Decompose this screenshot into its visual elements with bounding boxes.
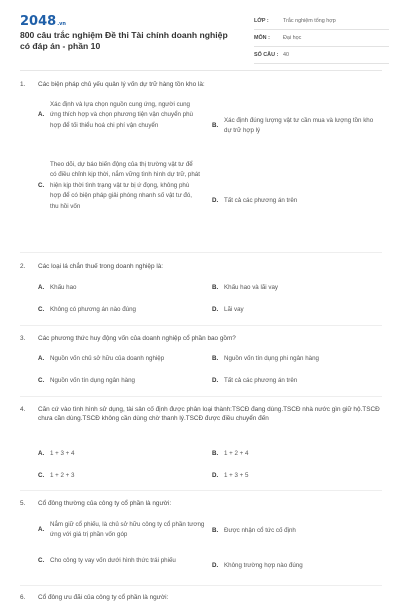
option-text: Nguồn vốn tín dụng ngân hàng [50,377,135,384]
option-text: Khấu hao [50,284,77,291]
option-d[interactable] [212,561,382,571]
option-letter: C. [38,377,45,384]
option-text: Tất cả các phương án trên [224,197,298,204]
option-text: 1 + 3 + 5 [224,472,249,479]
exam-meta [254,13,389,64]
option-text: Cho công ty vay vốn dưới hình thức trái phiếu [50,557,176,564]
option-b[interactable] [212,116,382,137]
meta-value: Trắc nghiệm tổng hợp [283,18,336,24]
question-number: 1. [20,81,26,88]
option-text: Xác định và lựa chọn nguồn cung ứng, người cung ứng thích hợp và chọn phương tiện vận chuyển phù hợp để tối thiểu hoá chi phí vận chuyển [50,101,193,129]
meta-value: 40 [283,52,289,58]
option-text: Nguồn vốn chủ sở hữu của doanh nghiệp [50,355,165,362]
question-number: 6. [20,594,26,601]
option-letter: A. [38,355,45,362]
meta-key: LỚP : [254,18,269,24]
option-letter: B. [212,284,219,291]
question-divider [20,325,382,326]
site-logo[interactable] [20,14,66,29]
option-letter: B. [212,450,219,457]
option-a[interactable] [38,354,200,364]
question-text: Các loại lá chắn thuế trong doanh nghiệp là: [38,263,164,270]
meta-row-class [254,13,389,30]
meta-key: SỐ CÂU : [254,52,279,58]
option-d[interactable] [212,305,382,315]
question-divider [20,585,382,586]
option-b[interactable] [212,354,382,364]
option-text: Nguồn vốn tín dụng phi ngân hàng [224,355,319,362]
option-text: 1 + 2 + 3 [50,472,75,479]
meta-row-subject [254,30,389,47]
option-letter: D. [212,197,219,204]
option-d[interactable] [212,471,382,481]
option-text: Khấu hao và lãi vay [224,284,279,291]
option-c[interactable] [38,305,200,315]
question-number: 3. [20,335,26,342]
meta-key: MÔN : [254,35,270,41]
option-a[interactable] [38,520,208,541]
option-letter: C. [38,557,45,564]
option-text: Theo dõi, dự báo biến động của thị trường vật tư để có điều chỉnh kịp thời, nắm vững tình hình dự trữ, phát hiện kịp thời tình trạng vật tư bị ứ đọng, không phù hợp để có biện pháp giải phóng nhanh số vật tư đó, thu hồi vốn [50,161,200,210]
question-divider [20,396,382,397]
option-text: 1 + 2 + 4 [224,450,249,457]
question-4 [20,405,382,423]
option-letter: A. [38,450,45,457]
option-letter: D. [212,377,219,384]
option-d[interactable] [212,376,382,386]
question-6 [20,593,382,602]
option-text: Được nhận cổ tức cố định [224,527,296,534]
question-1 [20,80,382,89]
option-letter: D. [212,306,219,313]
option-c[interactable] [38,160,200,212]
option-letter: C. [38,306,45,313]
question-text: Cổ đông thường của công ty cổ phần là người: [38,500,172,507]
option-a[interactable] [38,100,200,131]
option-c[interactable] [38,471,200,481]
option-text: 1 + 3 + 4 [50,450,75,457]
option-letter: A. [38,526,45,534]
option-a[interactable] [38,283,200,293]
question-divider [20,252,382,253]
question-number: 4. [20,406,26,413]
option-c[interactable] [38,556,200,566]
option-d[interactable] [212,196,382,206]
question-2 [20,262,382,271]
option-letter: D. [212,472,219,479]
option-b[interactable] [212,283,382,293]
option-text: Không có phương án nào đúng [50,306,136,313]
logo-suffix: .vn [57,21,66,27]
option-c[interactable] [38,376,200,386]
question-number: 5. [20,500,26,507]
header-divider [20,70,382,71]
option-text: Nắm giữ cổ phiếu, là chủ sở hữu công ty cổ phần tương ứng với giá trị phần vốn góp [50,521,205,539]
question-3 [20,334,382,343]
option-text: Lãi vay [224,306,244,313]
question-text: Cổ đông ưu đãi của công ty cổ phần là người: [38,594,169,601]
option-text: Không trường hợp nào đúng [224,562,303,569]
option-letter: C. [38,181,45,189]
question-5 [20,499,382,508]
question-text: Các phương thức huy động vốn của doanh nghiệp cổ phần bao gồm? [38,335,236,342]
option-letter: B. [212,527,219,534]
question-divider [20,490,382,491]
option-b[interactable] [212,449,382,459]
option-text: Tất cả các phương án trên [224,377,298,384]
option-letter: A. [38,111,45,119]
meta-row-count [254,47,389,64]
option-letter: D. [212,562,219,569]
meta-value: Đại học [283,35,302,41]
option-letter: A. [38,284,45,291]
option-a[interactable] [38,449,200,459]
page-title: 800 câu trắc nghiệm Đề thi Tài chính doanh nghiệp có đáp án - phần 10 [20,30,228,51]
question-text: Căn cứ vào tình hình sử dụng, tài sản cố định được phân loại thành:TSCĐ đang dùng.TSCĐ nhà nước gìn giữ hộ.TSCĐ chưa cần dùng.TSCĐ không cần dùng chờ thanh lý.TSCĐ được điều chuyển đến [38,406,380,422]
logo-text: 2048 [20,14,57,29]
option-b[interactable] [212,526,382,536]
option-text: Xác định đúng lượng vật tư cần mua và lượng tồn kho dự trữ hợp lý [224,117,374,135]
question-text: Các biện pháp chủ yếu quản lý vốn dự trữ hàng tồn kho là: [38,81,205,88]
question-number: 2. [20,263,26,270]
page-header [0,0,400,64]
option-letter: B. [212,122,219,130]
option-letter: B. [212,355,219,362]
option-letter: C. [38,472,45,479]
